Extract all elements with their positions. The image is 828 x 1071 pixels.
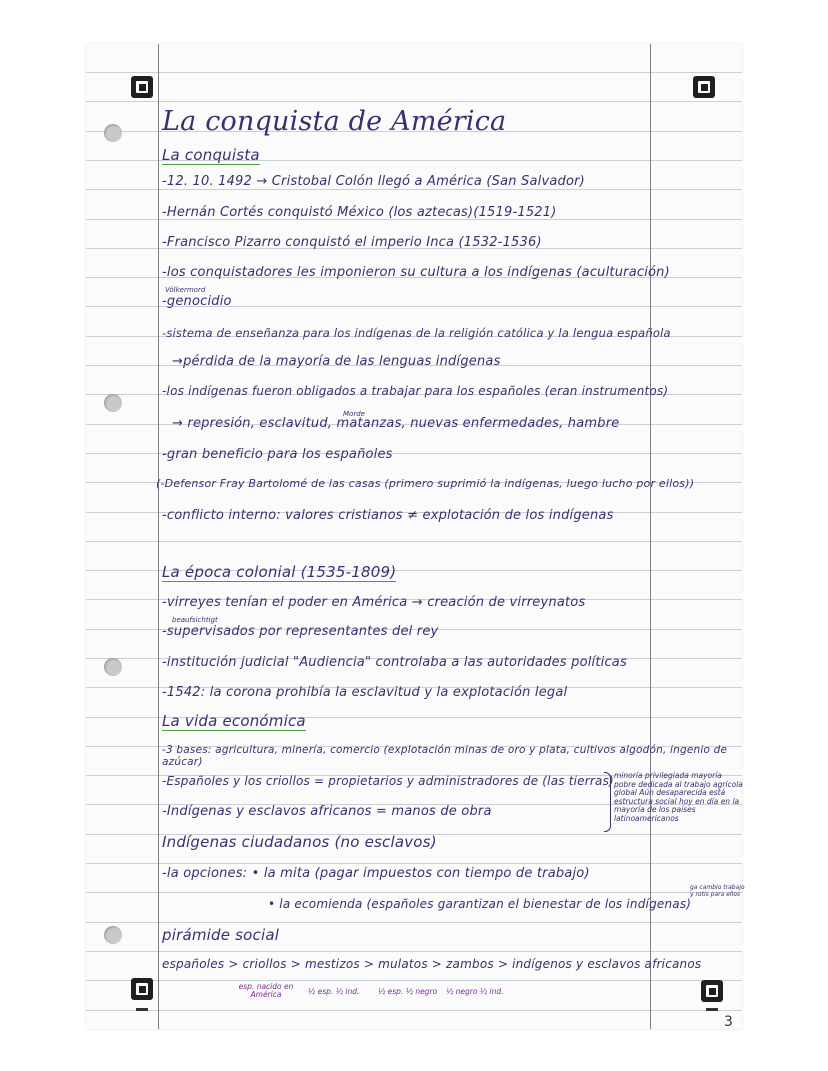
note-line: -conflicto interno: valores cristianos ≠ explotación de los indígenas [162, 508, 614, 523]
note-line: -Francisco Pizarro conquistó el imperio Inca (1532-1536) [162, 235, 542, 250]
note-line: (-Defensor Fray Bartolomé de las casas (primero suprimió la indígenas, luego lucho por ellos)) [156, 477, 695, 490]
ruled-line [86, 541, 742, 542]
note-line: -genocidio [162, 294, 232, 309]
brace [604, 772, 611, 832]
note-line: -virreyes tenían el poder en América → creación de virreynatos [162, 595, 586, 610]
ruled-line [86, 101, 742, 102]
page-number: 3 [724, 1014, 733, 1030]
note-line: -institución judicial "Audiencia" controlaba a las autoridades políticas [162, 655, 627, 670]
pyramid-subnote: esp. nacido en América [238, 982, 294, 999]
note-line: -Indígenas y esclavos africanos = manos de obra [162, 804, 492, 819]
note-line: • la ecomienda (españoles garantizan el bienestar de los indígenas) [268, 897, 692, 911]
ruled-line [86, 863, 742, 864]
note-line: -gran beneficio para los españoles [162, 447, 393, 462]
marker-dash [136, 1008, 148, 1011]
annotation: beaufsichtigt [172, 616, 218, 624]
pyramid-subnote: ½ esp. ½ ind. [308, 987, 360, 996]
note-line: -los conquistadores les imponieron su cultura a los indígenas (aculturación) [162, 265, 670, 280]
ruled-line [86, 922, 742, 923]
annotation: Morde [343, 410, 365, 418]
note-line: -12. 10. 1492 → Cristobal Colón llegó a América (San Salvador) [162, 174, 585, 189]
note-line: →pérdida de la mayoría de las lenguas indígenas [172, 354, 501, 369]
note-line: -sistema de enseñanza para los indígenas de la religión católica y la lengua española [162, 326, 671, 340]
marker-dash [706, 1008, 718, 1011]
section-heading-piramide: pirámide social [162, 926, 280, 944]
corner-marker-icon [131, 76, 153, 98]
pyramid-subnote: ½ negro ½ ind. [446, 987, 504, 996]
section-heading-conquista: La conquista [162, 146, 260, 164]
corner-marker-icon [701, 980, 723, 1002]
note-line: -Españoles y los criollos = propietarios y administradores de (las tierras) [162, 774, 614, 788]
ruled-line [86, 951, 742, 952]
ruled-line [86, 1010, 742, 1011]
note-line: españoles > criollos > mestizos > mulatos > zambos > indígenos y esclavos africanos [162, 957, 702, 971]
note-line: -1542: la corona prohibía la esclavitud y la explotación legal [162, 685, 568, 700]
notebook-page [86, 44, 742, 1029]
page-title: La conquista de América [162, 106, 507, 137]
note-line: -supervisados por representantes del rey [162, 624, 439, 639]
punch-hole [104, 124, 122, 142]
corner-marker-icon [131, 978, 153, 1000]
side-note: minoría privilegiada mayoría pobre dedicada al trabajo agrícola global Aún desaparecida está estructura social hoy en día en la mayoría de los países latinoamericanos [614, 771, 743, 823]
punch-hole [104, 926, 122, 944]
ruled-line [86, 189, 742, 190]
ruled-line [86, 892, 742, 893]
ruled-line [86, 72, 742, 73]
punch-hole [104, 394, 122, 412]
annotation: Völkermord [165, 286, 206, 294]
corner-marker-icon [693, 76, 715, 98]
section-heading-ciudadanos: Indígenas ciudadanos (no esclavos) [162, 833, 437, 851]
section-heading-economica: La vida económica [162, 712, 306, 730]
side-note: ga cambio trabajo y rotis para ellos [690, 884, 745, 898]
note-line: → represión, esclavitud, matanzas, nuevas enfermedades, hambre [172, 416, 620, 431]
note-line: -los indígenas fueron obligados a trabajar para los españoles (eran instrumentos) [162, 384, 669, 398]
note-line: -3 bases: agricultura, minería, comercio (explotación minas de oro y plata, cultivos algodón, ingenio de azúcar) [162, 744, 728, 768]
pyramid-subnote: ½ esp. ½ negro [378, 987, 438, 996]
ruled-line [86, 980, 742, 981]
punch-hole [104, 658, 122, 676]
note-line: -Hernán Cortés conquistó México (los aztecas)(1519-1521) [162, 205, 557, 220]
left-margin-line [158, 44, 159, 1029]
right-margin-line [650, 44, 651, 1029]
section-heading-colonial: La época colonial (1535-1809) [162, 563, 397, 581]
note-line: -la opciones: • la mita (pagar impuestos con tiempo de trabajo) [162, 866, 590, 881]
